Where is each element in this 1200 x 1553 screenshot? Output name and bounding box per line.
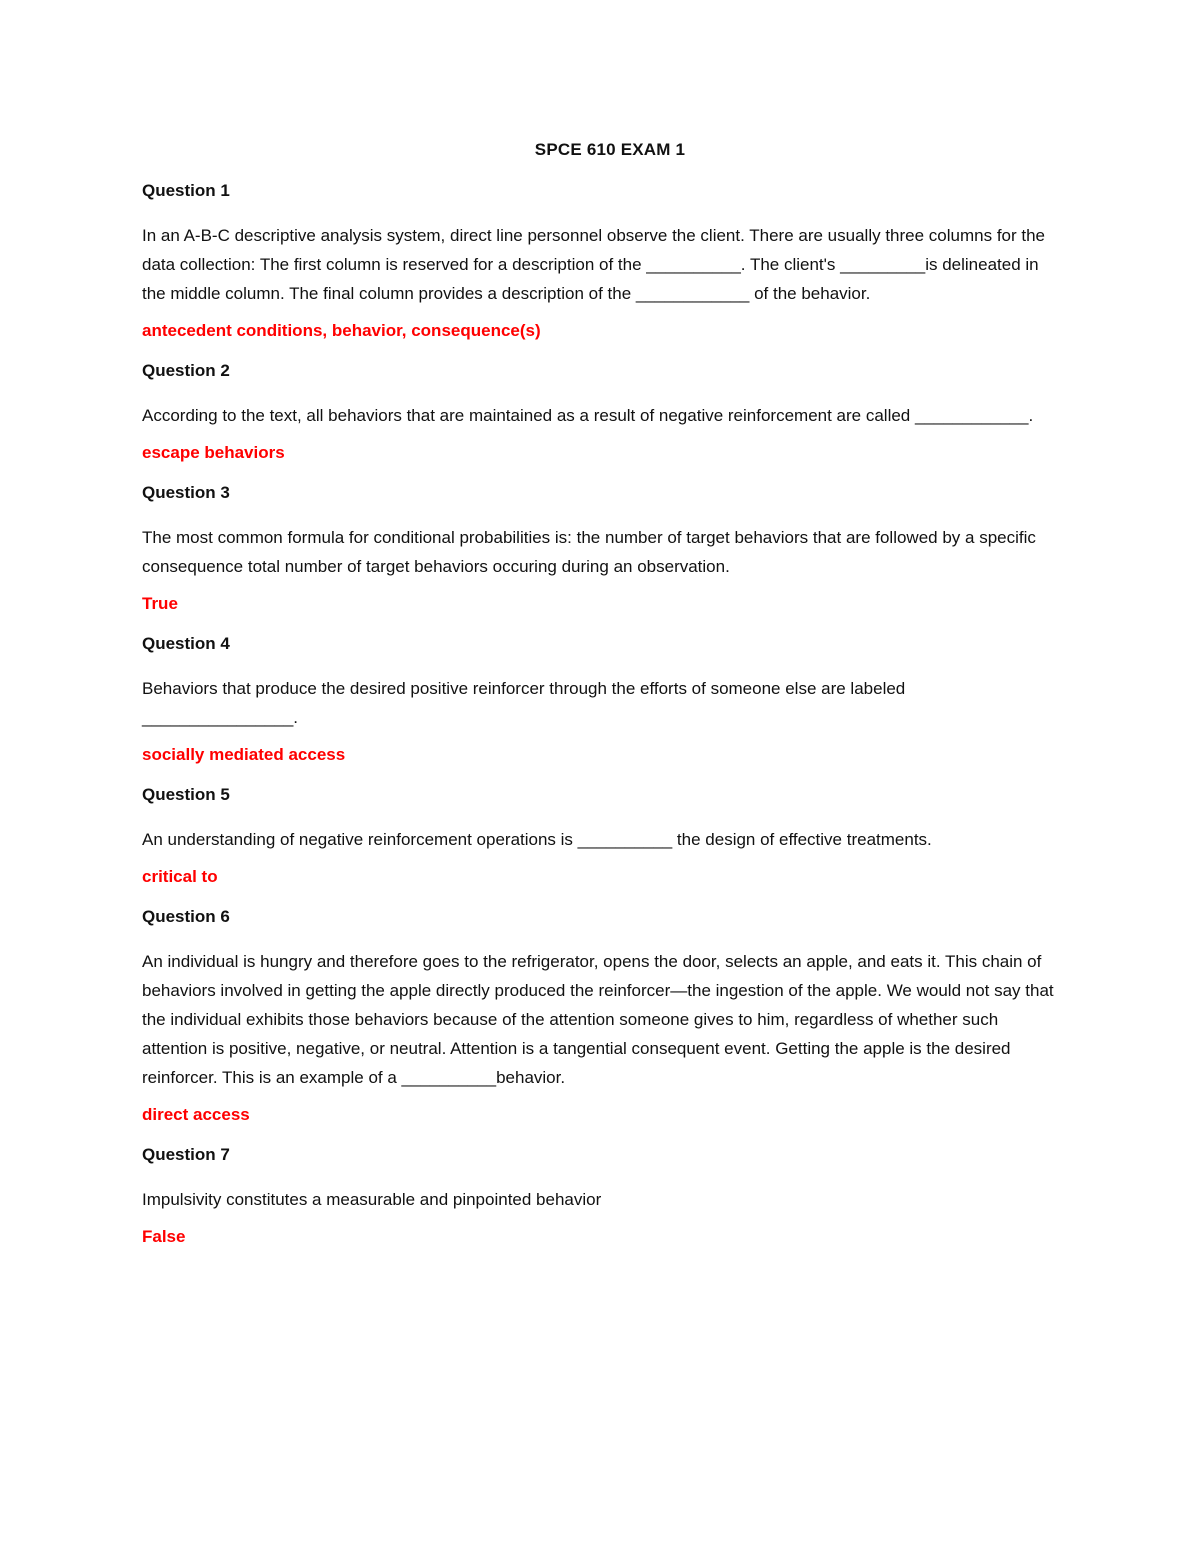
question-answer: critical to (142, 867, 218, 886)
question-text: In an A-B-C descriptive analysis system, direct line personnel observe the client. There are usually three columns for the data collection: The first column is reserved for a description of the __________. The client's _________is delineated in the middle column. The final column provides a description of the ____________ of the behavior. (142, 226, 1046, 303)
question-answer: direct access (142, 1105, 250, 1124)
question-text: Impulsivity constitutes a measurable and pinpointed behavior (142, 1190, 602, 1209)
question-answer: True (142, 594, 178, 613)
question-text: An individual is hungry and therefore goes to the refrigerator, opens the door, selects an apple, and eats it. This chain of behaviors involved in getting the apple directly produced the reinforcer—the ingestion of the apple. We would not say that the individual exhibits those behaviors because of the attention someone gives to him, regardless of whether such attention is positive, negative, or neutral. Attention is a tangential consequent event. Getting the apple is the desired reinforcer. This is an example of a __________behavior. (142, 952, 1054, 1087)
question-answer: socially mediated access (142, 745, 346, 764)
question-label: Question 7 (142, 1145, 230, 1164)
question-block-4 (142, 634, 1062, 765)
question-label: Question 2 (142, 361, 230, 380)
document-content (142, 140, 1062, 1267)
question-block-1 (142, 181, 1062, 341)
question-block-2 (142, 361, 1062, 463)
question-label: Question 3 (142, 483, 230, 502)
question-text: An understanding of negative reinforcement operations is __________ the design of effective treatments. (142, 830, 932, 849)
question-block-5 (142, 785, 1062, 887)
question-block-3 (142, 483, 1062, 614)
question-label: Question 5 (142, 785, 230, 804)
question-label: Question 1 (142, 181, 230, 200)
question-answer: antecedent conditions, behavior, consequence(s) (142, 321, 541, 340)
document-title: SPCE 610 EXAM 1 (534, 140, 686, 159)
question-text: According to the text, all behaviors that are maintained as a result of negative reinforcement are called ____________. (142, 406, 1034, 425)
question-answer: escape behaviors (142, 443, 285, 462)
question-label: Question 4 (142, 634, 230, 653)
question-text: The most common formula for conditional probabilities is: the number of target behaviors that are followed by a specific consequence total number of target behaviors occuring during an observation. (142, 528, 1036, 576)
question-answer: False (142, 1227, 186, 1246)
question-block-6 (142, 907, 1062, 1125)
question-text: Behaviors that produce the desired positive reinforcer through the efforts of someone else are labeled ________________. (142, 679, 906, 727)
question-label: Question 6 (142, 907, 230, 926)
question-block-7 (142, 1145, 1062, 1247)
